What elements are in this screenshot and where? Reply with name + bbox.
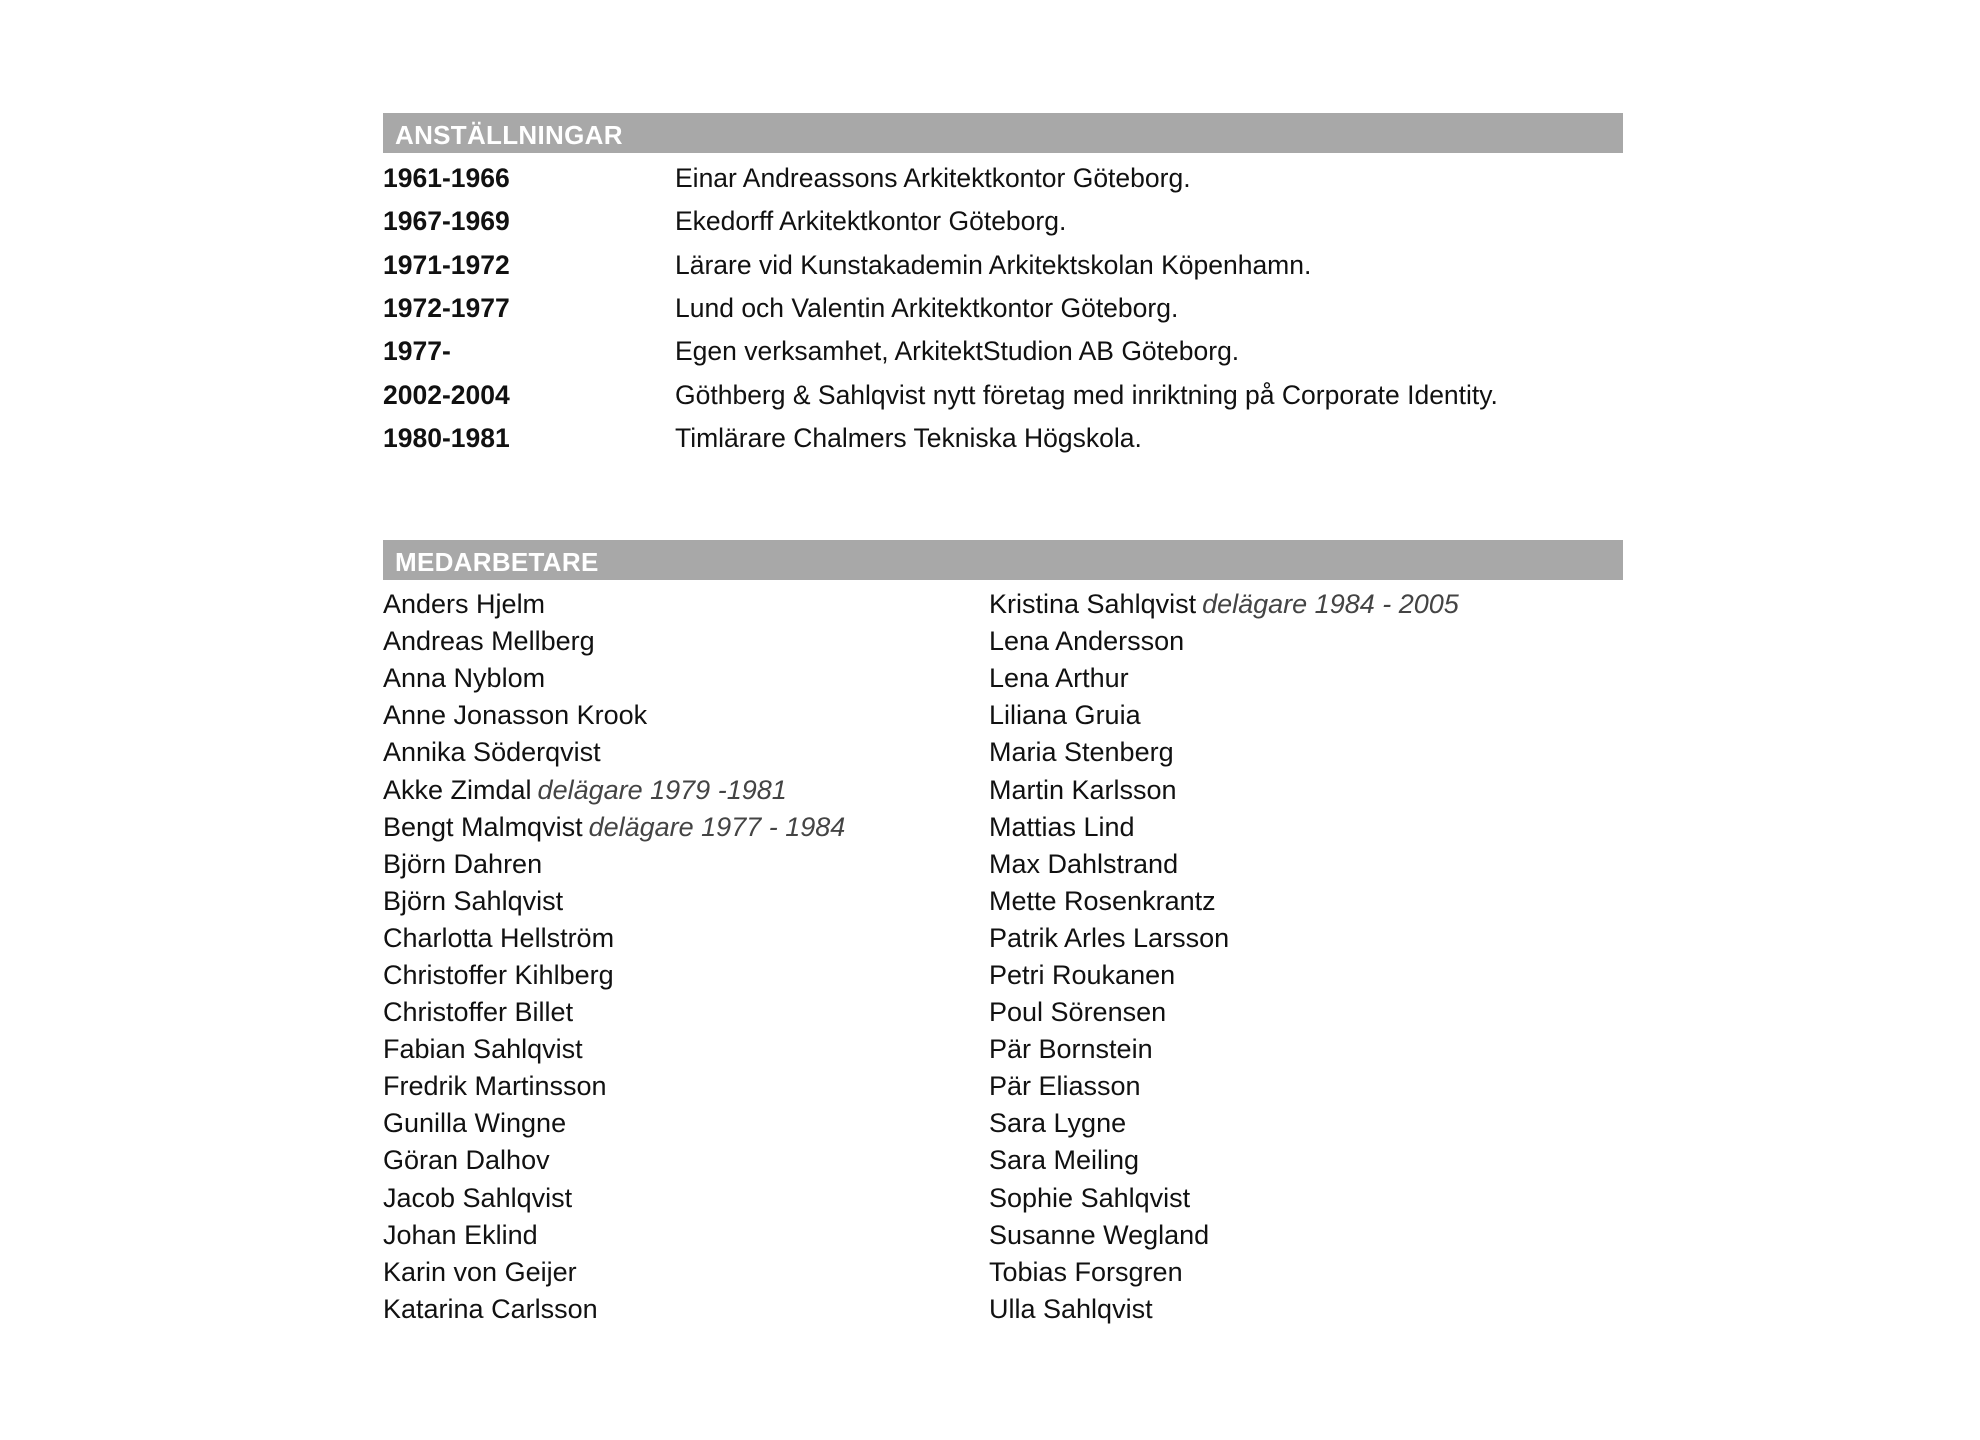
staff-list-item bbox=[989, 957, 1609, 994]
staff-list-item bbox=[989, 771, 1609, 808]
staff-name: Petri Roukanen bbox=[989, 959, 1176, 990]
staff-list-item bbox=[383, 994, 983, 1031]
staff-name: Björn Dahren bbox=[383, 848, 543, 879]
staff-list-item bbox=[989, 1031, 1609, 1068]
staff-role: delägare 1979 -1981 bbox=[537, 774, 787, 805]
employment-row bbox=[383, 287, 1623, 330]
staff-name: Kristina Sahlqvist bbox=[989, 589, 1197, 620]
employment-description: Egen verksamhet, ArkitektStudion AB Göteborg. bbox=[675, 336, 1240, 367]
staff-name: Anna Nyblom bbox=[383, 663, 546, 694]
employment-years: 1961-1966 bbox=[383, 163, 510, 194]
employment-section-header: ANSTÄLLNINGAR bbox=[383, 113, 1623, 153]
staff-name: Bengt Malmqvist bbox=[383, 811, 583, 842]
employment-description: Timlärare Chalmers Tekniska Högskola. bbox=[675, 422, 1142, 453]
staff-list-item bbox=[383, 846, 983, 883]
staff-list-item bbox=[989, 1291, 1609, 1328]
staff-list-item bbox=[989, 623, 1609, 660]
employment-description: Einar Andreassons Arkitektkontor Göteborg. bbox=[675, 163, 1191, 194]
employment-years: 1967-1969 bbox=[383, 206, 510, 237]
staff-list-item bbox=[383, 920, 983, 957]
staff-name: Fredrik Martinsson bbox=[383, 1071, 607, 1102]
staff-name: Pär Eliasson bbox=[989, 1071, 1141, 1102]
staff-section-header: MEDARBETARE bbox=[383, 540, 1623, 580]
staff-name: Lena Andersson bbox=[989, 626, 1185, 657]
staff-list-item bbox=[383, 1031, 983, 1068]
staff-name: Christoffer Kihlberg bbox=[383, 959, 614, 990]
staff-name: Sophie Sahlqvist bbox=[989, 1182, 1191, 1213]
employment-description: Lärare vid Kunstakademin Arkitektskolan Köpenhamn. bbox=[675, 249, 1312, 280]
staff-name: Pär Bornstein bbox=[989, 1034, 1153, 1065]
staff-list-item bbox=[989, 734, 1609, 771]
employment-years: 2002-2004 bbox=[383, 379, 510, 410]
employment-row bbox=[383, 157, 1623, 200]
employment-years: 1971-1972 bbox=[383, 249, 510, 280]
employment-years: 1980-1981 bbox=[383, 422, 510, 453]
staff-name: Gunilla Wingne bbox=[383, 1108, 567, 1139]
staff-name: Göran Dalhov bbox=[383, 1145, 550, 1176]
staff-name: Mette Rosenkrantz bbox=[989, 885, 1216, 916]
staff-name: Katarina Carlsson bbox=[383, 1293, 598, 1324]
staff-name: Martin Karlsson bbox=[989, 774, 1177, 805]
staff-name: Björn Sahlqvist bbox=[383, 885, 564, 916]
staff-list-item bbox=[989, 846, 1609, 883]
staff-name: Charlotta Hellström bbox=[383, 922, 615, 953]
staff-role: delägare 1984 - 2005 bbox=[1202, 589, 1459, 620]
staff-name: Poul Sörensen bbox=[989, 997, 1167, 1028]
staff-list-item bbox=[989, 1217, 1609, 1254]
staff-list-item bbox=[383, 1068, 983, 1105]
staff-name: Anne Jonasson Krook bbox=[383, 700, 648, 731]
employment-row bbox=[383, 417, 1623, 460]
staff-name: Fabian Sahlqvist bbox=[383, 1034, 583, 1065]
staff-name: Jacob Sahlqvist bbox=[383, 1182, 573, 1213]
staff-name: Johan Eklind bbox=[383, 1219, 538, 1250]
staff-list-item bbox=[383, 809, 983, 846]
staff-name: Christoffer Billet bbox=[383, 997, 574, 1028]
staff-list-item bbox=[989, 1180, 1609, 1217]
staff-list-item bbox=[383, 1291, 983, 1328]
staff-name: Sara Lygne bbox=[989, 1108, 1127, 1139]
staff-name: Karin von Geijer bbox=[383, 1256, 577, 1287]
staff-list-item bbox=[383, 697, 983, 734]
staff-list-item bbox=[989, 1142, 1609, 1179]
staff-name: Sara Meiling bbox=[989, 1145, 1140, 1176]
staff-list-item bbox=[383, 1217, 983, 1254]
staff-list-item bbox=[383, 1142, 983, 1179]
staff-list-item bbox=[383, 623, 983, 660]
staff-name: Akke Zimdal bbox=[383, 774, 532, 805]
staff-list-item bbox=[383, 586, 983, 623]
employment-row bbox=[383, 373, 1623, 416]
staff-list-item bbox=[989, 1254, 1609, 1291]
staff-list-item bbox=[989, 809, 1609, 846]
employment-years: 1972-1977 bbox=[383, 293, 510, 324]
staff-name: Mattias Lind bbox=[989, 811, 1135, 842]
employment-row bbox=[383, 200, 1623, 243]
staff-list-item bbox=[383, 1180, 983, 1217]
staff-list-item bbox=[383, 1105, 983, 1142]
staff-name: Anders Hjelm bbox=[383, 589, 546, 620]
staff-name: Lena Arthur bbox=[989, 663, 1129, 694]
staff-list-item bbox=[989, 920, 1609, 957]
staff-list-item bbox=[383, 957, 983, 994]
staff-name: Patrik Arles Larsson bbox=[989, 922, 1230, 953]
employment-row bbox=[383, 244, 1623, 287]
staff-list-item bbox=[383, 771, 983, 808]
employment-description: Lund och Valentin Arkitektkontor Göteborg. bbox=[675, 293, 1179, 324]
employment-description: Göthberg & Sahlqvist nytt företag med inriktning på Corporate Identity. bbox=[675, 379, 1498, 410]
staff-name: Tobias Forsgren bbox=[989, 1256, 1183, 1287]
staff-list-item bbox=[989, 1105, 1609, 1142]
staff-name: Andreas Mellberg bbox=[383, 626, 595, 657]
staff-list-item bbox=[989, 697, 1609, 734]
staff-list-item bbox=[989, 1068, 1609, 1105]
staff-list-item bbox=[989, 994, 1609, 1031]
staff-name: Max Dahlstrand bbox=[989, 848, 1179, 879]
staff-list-right bbox=[989, 586, 1609, 1328]
staff-name: Maria Stenberg bbox=[989, 737, 1174, 768]
staff-name: Annika Söderqvist bbox=[383, 737, 601, 768]
staff-name: Liliana Gruia bbox=[989, 700, 1141, 731]
staff-list-item bbox=[383, 734, 983, 771]
staff-list-item bbox=[383, 883, 983, 920]
staff-list-item bbox=[989, 660, 1609, 697]
staff-list-item bbox=[383, 1254, 983, 1291]
staff-name: Susanne Wegland bbox=[989, 1219, 1210, 1250]
employment-table bbox=[383, 157, 1623, 460]
staff-list-item bbox=[989, 883, 1609, 920]
staff-list-item bbox=[989, 586, 1609, 623]
staff-name: Ulla Sahlqvist bbox=[989, 1293, 1153, 1324]
employment-years: 1977- bbox=[383, 336, 451, 367]
employment-description: Ekedorff Arkitektkontor Göteborg. bbox=[675, 206, 1067, 237]
staff-list-item bbox=[383, 660, 983, 697]
staff-role: delägare 1977 - 1984 bbox=[588, 811, 846, 842]
staff-list-left bbox=[383, 586, 983, 1328]
employment-row bbox=[383, 330, 1623, 373]
